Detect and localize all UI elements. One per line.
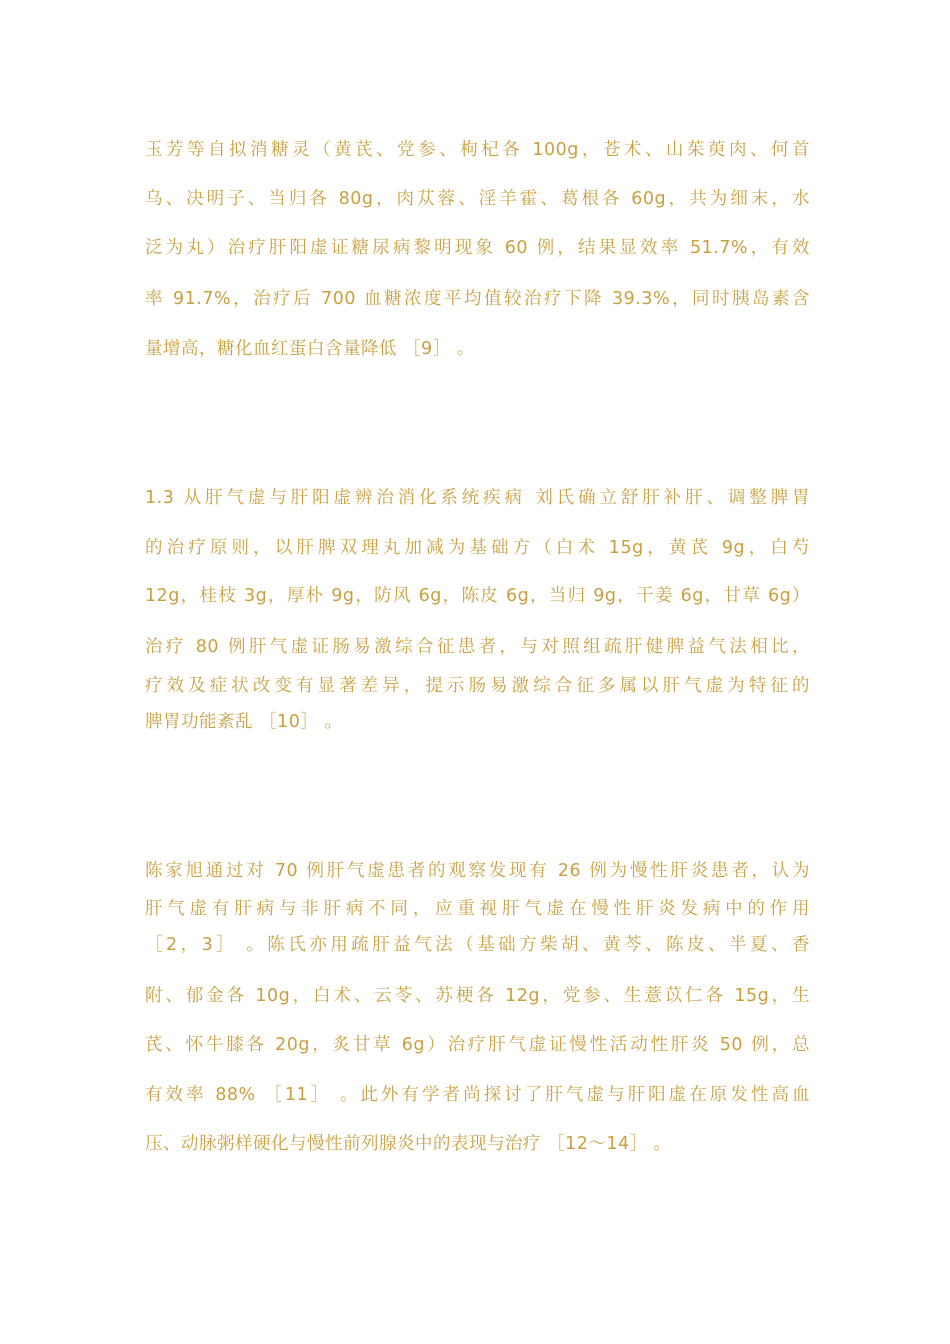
text-line: 附、郁金各 10g，白术、云苓、苏梗各 12g，党参、生薏苡仁各 15g，生: [145, 986, 810, 1006]
text-line: 芪、怀牛膝各 20g，炙甘草 6g）治疗肝气虚证慢性活动性肝炎 50 例，总: [145, 1035, 810, 1055]
text-line: 率 91.7%，治疗后 700 血糖浓度平均值较治疗下降 39.3%，同时胰岛素含: [145, 289, 810, 309]
text-line: 12g，桂枝 3g，厚朴 9g，防风 6g，陈皮 6g，当归 9g，干姜 6g，甘草 6g）: [145, 586, 810, 606]
text-line: 乌、决明子、当归各 80g，肉苁蓉、淫羊霍、葛根各 60g，共为细末，水: [145, 189, 810, 209]
text-line: 脾胃功能紊乱 ［10］ 。: [145, 712, 343, 732]
section-heading-line: 1.3 从肝气虚与肝阳虚辨治消化系统疾病 刘氏确立舒肝补肝、调整脾胃: [145, 488, 810, 508]
text-line: 肝气虚有肝病与非肝病不同，应重视肝气虚在慢性肝炎发病中的作用: [145, 899, 810, 919]
text-line: 治疗 80 例肝气虚证肠易激综合征患者，与对照组疏肝健脾益气法相比，: [145, 637, 810, 657]
text-line: 有效率 88% ［11］ 。此外有学者尚探讨了肝气虚与肝阳虚在原发性高血: [145, 1085, 810, 1105]
text-line: ［2，3］ 。陈氏亦用疏肝益气法（基础方柴胡、黄芩、陈皮、半夏、香: [145, 935, 810, 955]
text-line: 疗效及症状改变有显著差异，提示肠易激综合征多属以肝气虚为特征的: [145, 676, 810, 696]
text-line: 玉芳等自拟消糖灵（黄芪、党参、枸杞各 100g，苍术、山茱萸肉、何首: [145, 140, 810, 160]
text-line: 的治疗原则，以肝脾双理丸加减为基础方（白术 15g，黄芪 9g，白芍: [145, 538, 810, 558]
text-line: 压、动脉粥样硬化与慢性前列腺炎中的表现与治疗 ［12～14］ 。: [145, 1134, 672, 1154]
text-line: 量增高，糖化血红蛋白含量降低 ［9］ 。: [145, 339, 475, 359]
text-line: 泛为丸）治疗肝阳虚证糖尿病黎明现象 60 例，结果显效率 51.7%，有效: [145, 238, 810, 258]
text-line: 陈家旭通过对 70 例肝气虚患者的观察发现有 26 例为慢性肝炎患者，认为: [145, 861, 810, 881]
